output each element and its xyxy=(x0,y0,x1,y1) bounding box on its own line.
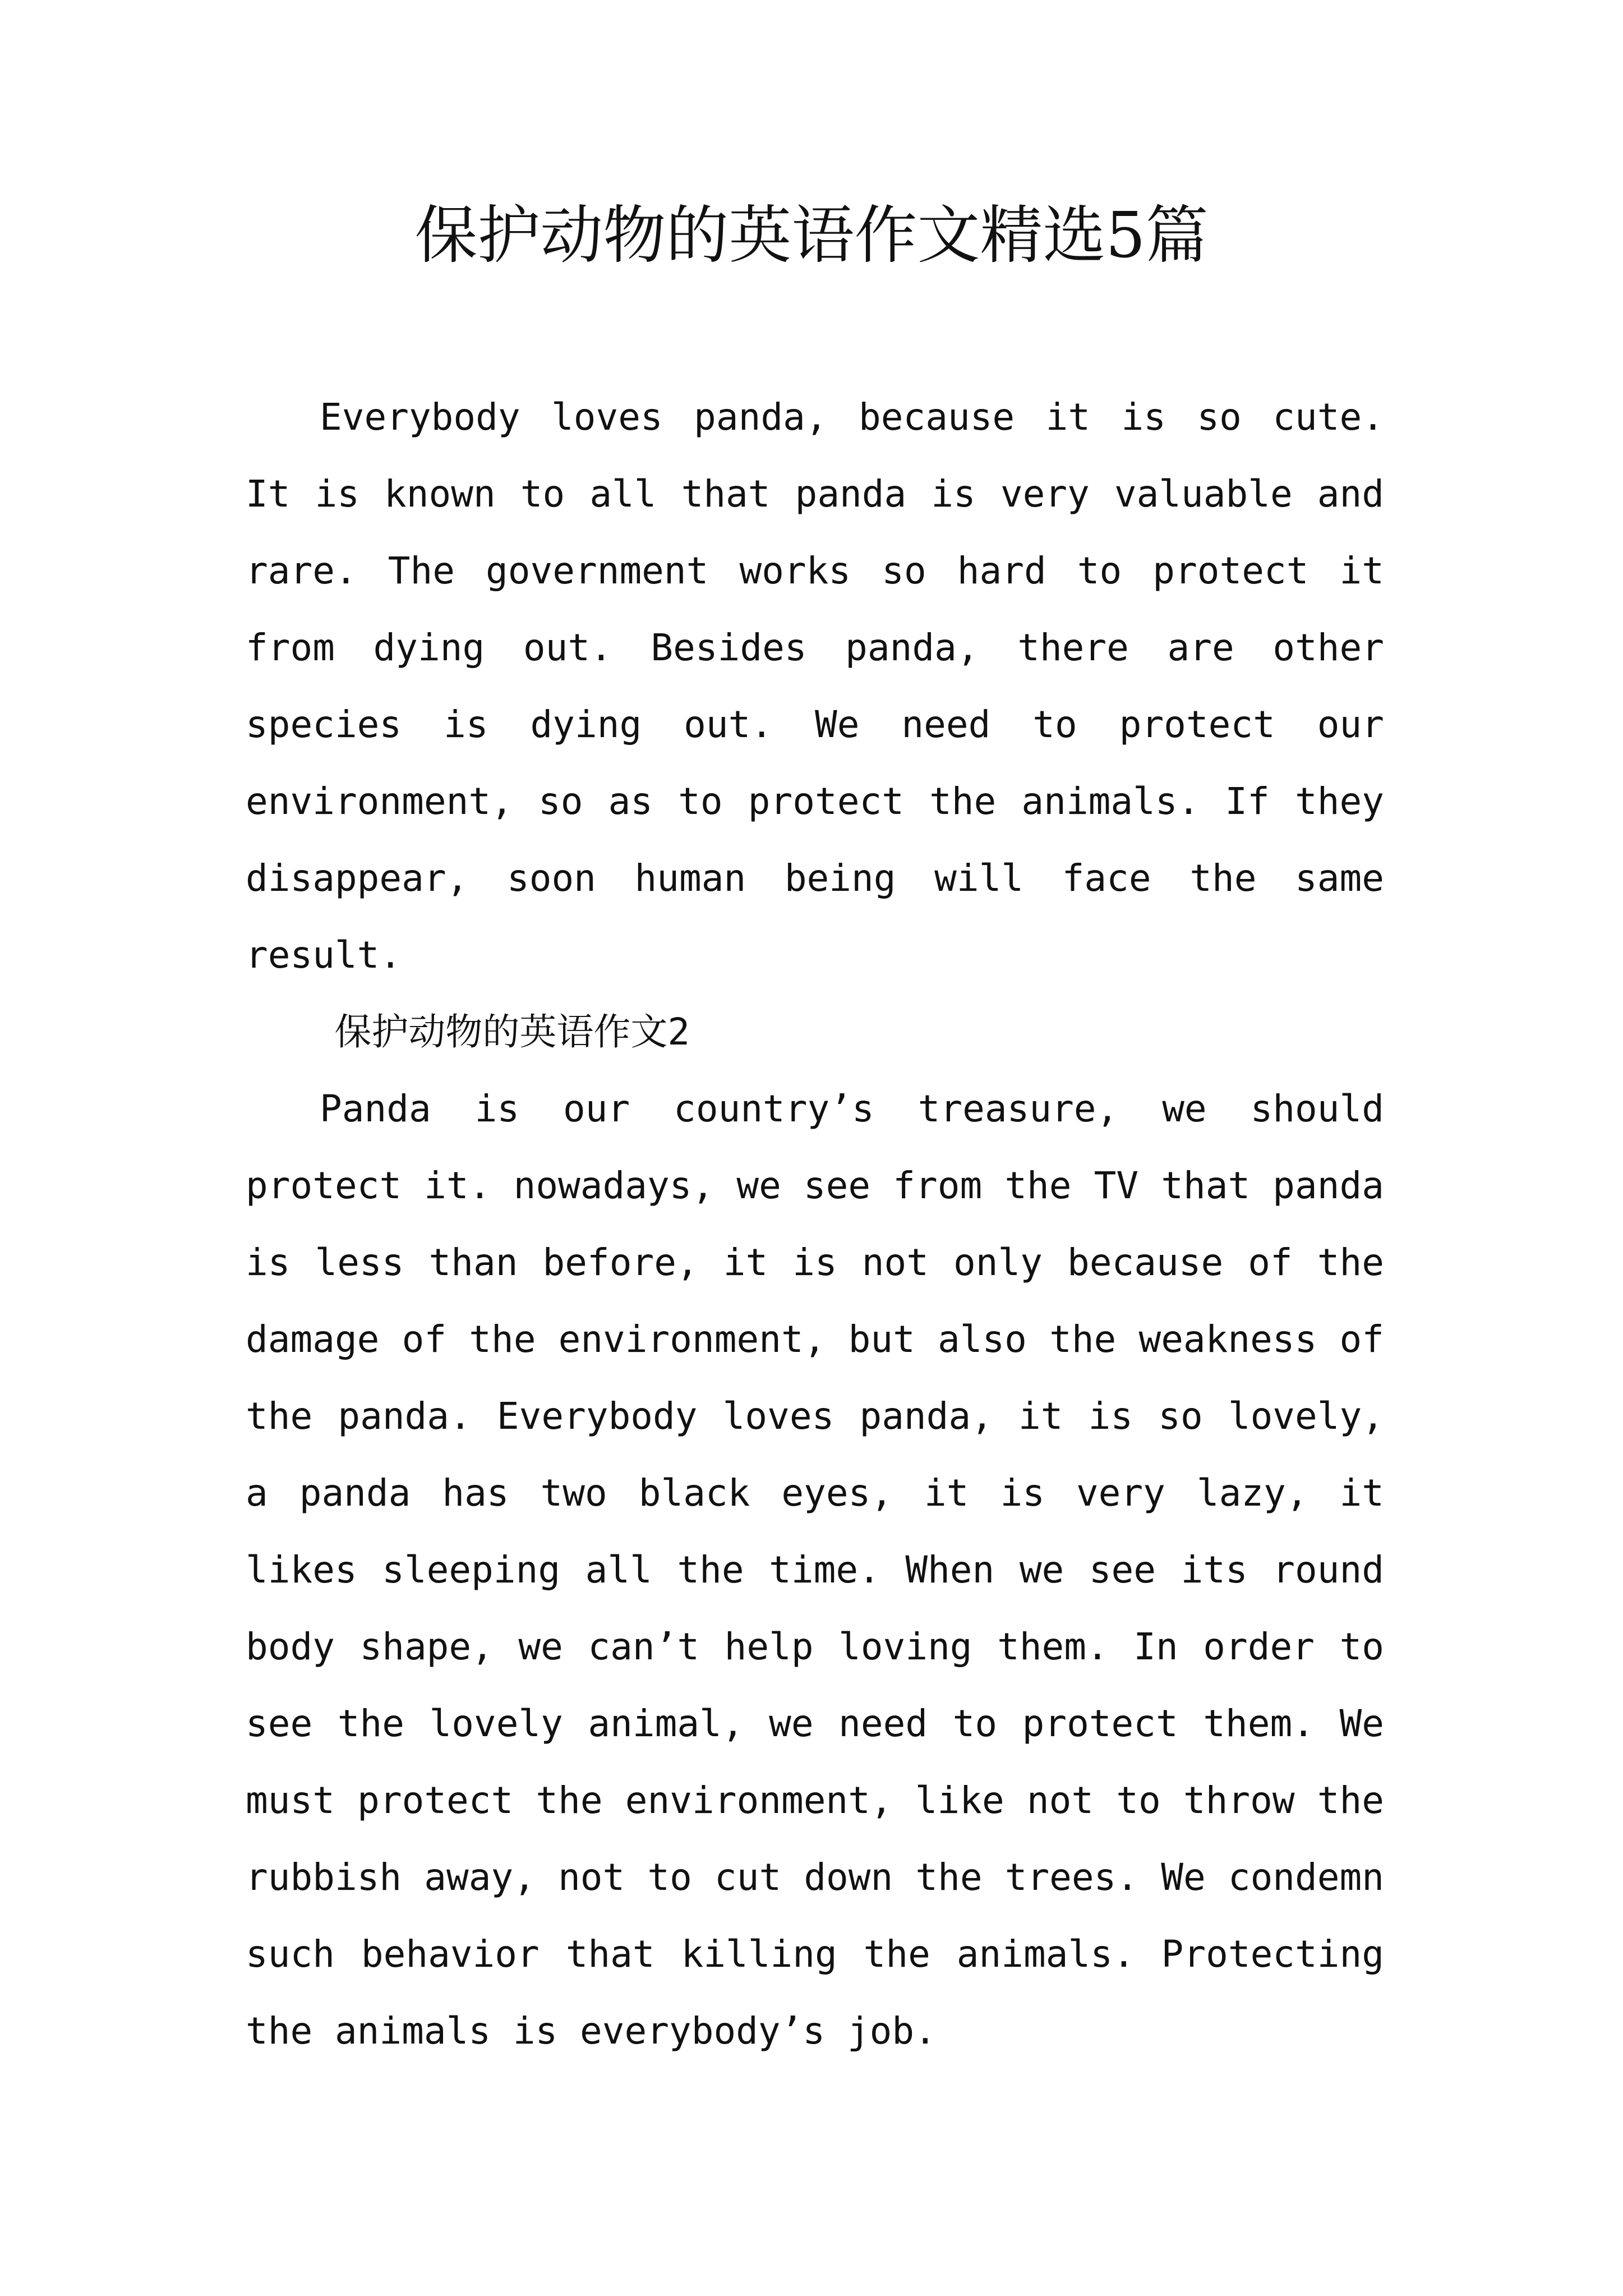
essay-paragraph-1: Everybody loves panda, because it is so cute. It is known to all that panda is very valuable and rare. The government works so hard to protect it from dying out. Besides panda, there are other species is dying out. We need to protect our environment, so as to protect the animals. If they disappear, soon human being will face the same result. xyxy=(246,395,1384,977)
essay-paragraph-2: Panda is our country’s treasure, we should protect it. nowadays, we see from the TV that panda is less than before, it is not only because of the damage of the environment, but also the weakness of the panda. Everybody loves panda, it is so lovely, a panda has two black eyes, it is very lazy, it likes sleeping all the time. When we see its round body shape, we can’t help loving them. In order to see the lovely animal, we need to protect them. We must protect the environment, like not to throw the rubbish away, not to cut down the trees. We condemn such behavior that killing the animals. Protecting the animals is everybody’s job. xyxy=(246,1087,1384,2053)
essay-heading-2: 保护动物的英语作文2 xyxy=(334,1010,690,1053)
document-title: 保护动物的英语作文精选5篇 xyxy=(414,199,1209,272)
document-body xyxy=(246,379,1384,2069)
